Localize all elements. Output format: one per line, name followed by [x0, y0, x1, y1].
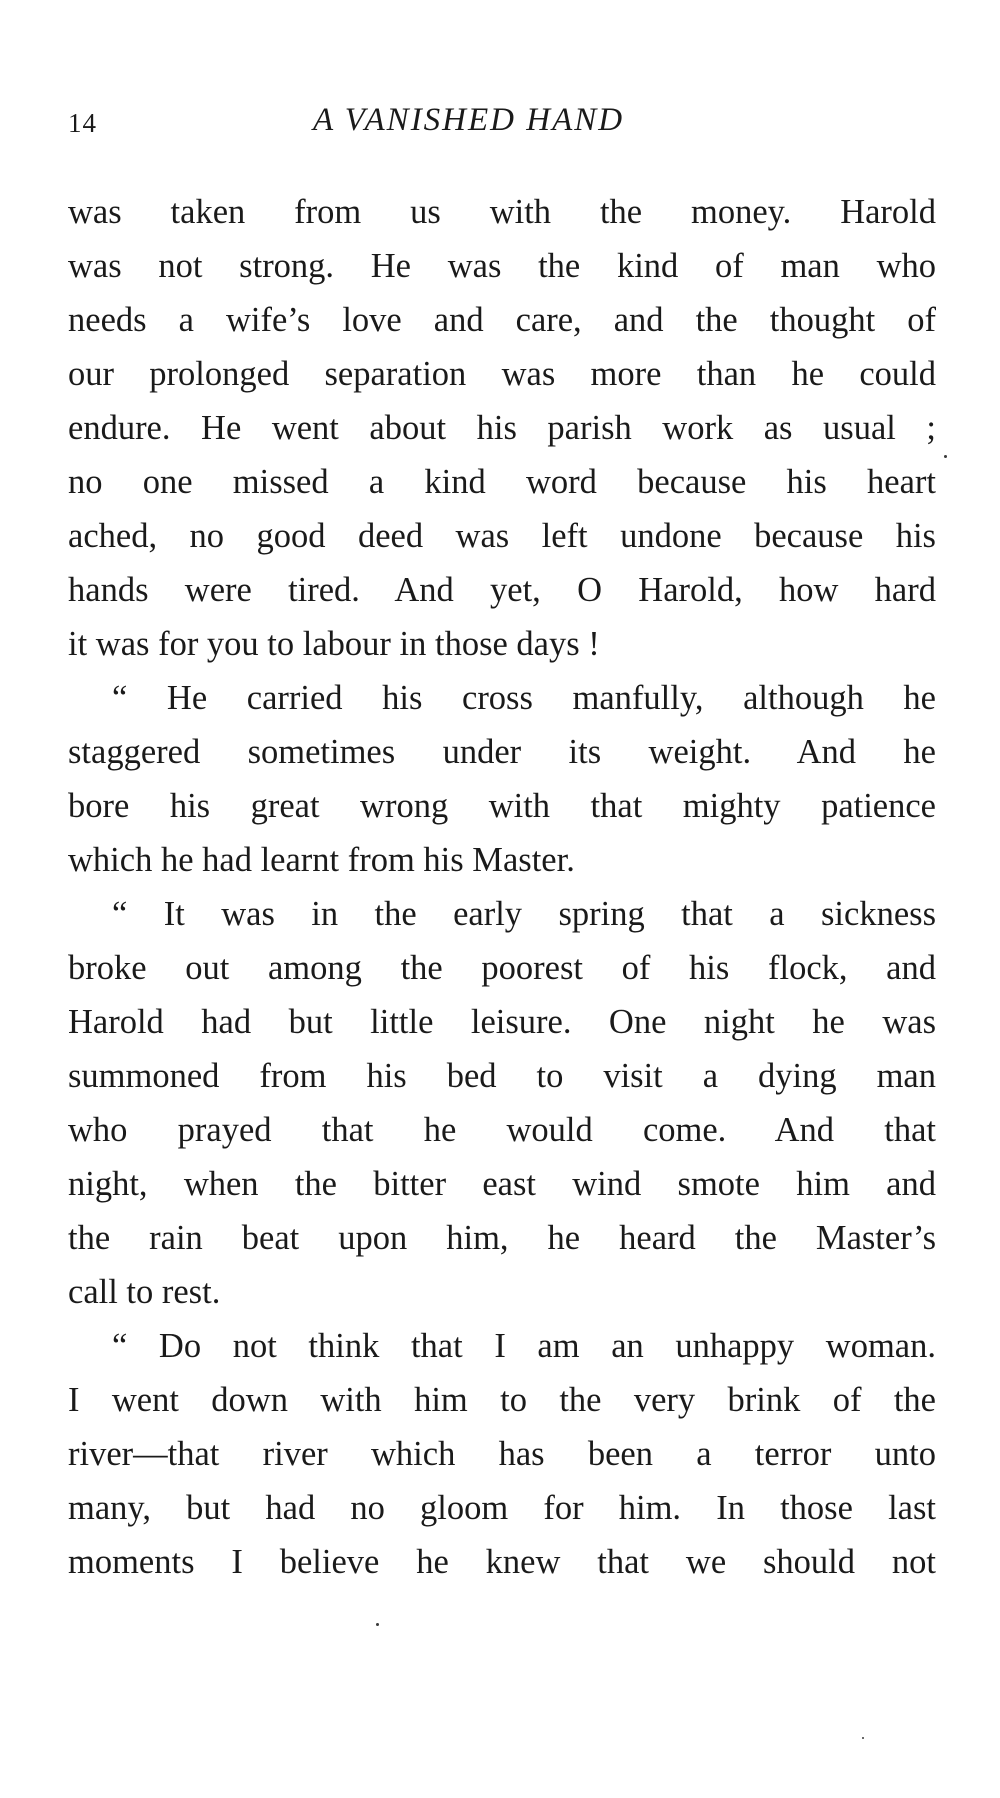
text-line: bore his great wrong with that mighty patience	[68, 787, 936, 825]
text-line: summoned from his bed to visit a dying man	[68, 1057, 936, 1095]
text-line: who prayed that he would come. And that	[68, 1111, 936, 1149]
page-number: 14	[68, 108, 97, 138]
text-line: I went down with him to the very brink of the	[68, 1381, 936, 1419]
text-line: the rain beat upon him, he heard the Master’s	[68, 1219, 936, 1257]
paragraph	[68, 185, 936, 671]
running-title: A VANISHED HAND	[313, 102, 625, 138]
text-line: many, but had no gloom for him. In those last	[68, 1489, 936, 1527]
text-line: was taken from us with the money. Harold	[68, 193, 936, 231]
paragraph	[68, 1319, 936, 1589]
text-line: night, when the bitter east wind smote him and	[68, 1165, 936, 1203]
text-line: “ He carried his cross manfully, although he	[112, 679, 936, 717]
print-speck	[944, 455, 947, 458]
text-line: staggered sometimes under its weight. And he	[68, 733, 936, 771]
text-line: it was for you to labour in those days !	[68, 625, 600, 663]
body-text	[68, 185, 936, 1589]
text-line: moments I believe he knew that we should not	[68, 1543, 936, 1581]
text-line: which he had learnt from his Master.	[68, 841, 575, 879]
text-line: no one missed a kind word because his heart	[68, 463, 936, 501]
paragraph	[68, 671, 936, 887]
text-line: “ It was in the early spring that a sickness	[112, 895, 936, 933]
text-line: hands were tired. And yet, O Harold, how hard	[68, 571, 936, 609]
text-line: “ Do not think that I am an unhappy woman.	[112, 1327, 936, 1365]
text-line: needs a wife’s love and care, and the thought of	[68, 301, 936, 339]
text-line: river—that river which has been a terror unto	[68, 1435, 936, 1473]
print-speck	[862, 1737, 864, 1739]
text-line: our prolonged separation was more than he could	[68, 355, 936, 393]
text-line: endure. He went about his parish work as usual ;	[68, 409, 936, 447]
text-line: Harold had but little leisure. One night he was	[68, 1003, 936, 1041]
print-speck	[376, 1623, 379, 1626]
page-header	[68, 102, 936, 156]
text-line: ached, no good deed was left undone because his	[68, 517, 936, 555]
text-line: call to rest.	[68, 1273, 221, 1311]
text-line: broke out among the poorest of his flock, and	[68, 949, 936, 987]
text-line: was not strong. He was the kind of man who	[68, 247, 936, 285]
paragraph	[68, 887, 936, 1319]
